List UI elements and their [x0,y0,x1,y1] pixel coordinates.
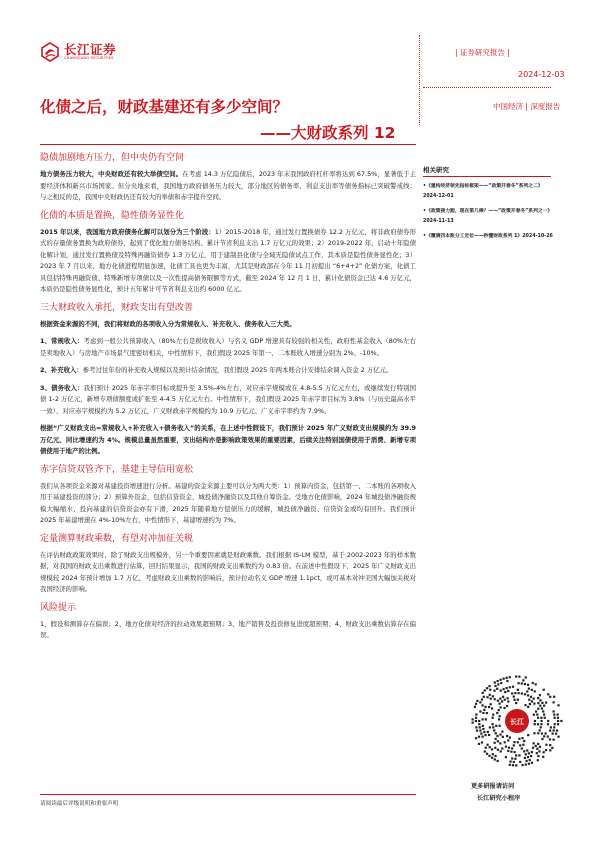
report-date: 2024-12-03 [518,70,565,79]
section-paragraph [40,365,416,377]
section-paragraph [40,383,416,418]
section-paragraph [40,423,416,458]
section-heading: 赤字信贷双管齐下，基建主导信用宽松 [40,464,194,475]
section-heading: 定量测算财政乘数，有望对冲加征关税 [40,533,194,544]
brand-name-cn: 长江证券 [64,42,117,57]
section-paragraph [40,481,416,527]
section-paragraph [40,550,416,596]
section-paragraph [40,336,416,359]
section-heading: 风险提示 [40,602,77,613]
section-paragraph [40,619,416,642]
paragraph-text: 考虑到一般公共预算收入（80%左右是税收收入）与名义 GDP 增速具有较强的相关性，政府性基金收入（80%左右是卖地收入）与房地产市场景气度密切相关，中性情形下，我们假设 2025 年第一、二本账收入增速分别为 2%、-10%。 [40,337,416,357]
paragraph-lead: 地方债务压力较大，中央财政还有较大举债空间。 [40,170,183,178]
related-research-item[interactable]: •《政策接力跑，现在第几棒？——“政策开春冬”系列之一》2024-11-13 [423,209,553,224]
paragraph-lead: 2、补充收入： [40,366,83,374]
report-body [40,152,416,648]
paragraph-text: 在评估财政政策效果时，除了财政支出规模外，另一个重要因素就是财政乘数。我们根据 IS-LM 模型，基于 2002-2023 年的样本数据，对我国的财政支出乘数进行估算，回归结果显示，我国的财政支出乘数约为 0.83 倍。在前述中性假设下，2025 年广义财政支出规模较 2024 年预计增加 1.7 万亿，考虑财政支出乘数的影响后，预计拉动名义 GDP 增速 1.1pct，或可基本对冲美国大幅加关税对我国经济的影响。 [40,550,416,593]
section-heading: 化债的本质是置换，隐性债务显性化 [40,210,185,221]
paragraph-text: 参考过往年份的补充收入规模以及预计结余情况，我们假设 2025 年两本账合计安排结余调入资金 2 万亿元。 [82,366,393,374]
disclaimer-note: 请阅读最后评级说明和重要声明 [40,801,119,807]
title-divider [40,144,416,145]
paragraph-lead: 根据资金来源的不同，我们将财政的各项收入分为常规收入、补充收入、债务收入三大类。 [40,319,296,328]
related-research-heading: 相关研究 [423,166,449,174]
header-divider [423,87,551,88]
svg-text:长江: 长江 [510,718,524,726]
paragraph-text: 1、假设和测算存在偏误；2、地方化债对经济的拉动效果超预期；3、地产销售及投资修复进度超预期；4、财政支出乘数估算存在偏误。 [40,619,416,639]
report-subtitle: ——大财政系列 12 [260,124,396,142]
qr-caption-line1: 更多研报请访问 [471,783,515,790]
related-research-divider [423,176,551,177]
related-research-item[interactable]: •《重构经济领先指标框架——“政策开春冬”系列之二》2024-12-01 [423,184,543,199]
header-divider-vertical [419,35,420,125]
paragraph-lead: 2015 年以来，我国地方政府债务化解可以划分为三个阶段： [40,227,215,236]
paragraph-lead: 根据“广义财政支出=常规收入+补充收入+债务收入”的关系，在上述中性假设下，我们预计 2025 年广义财政支出规模约为 39.9 万亿元、同比增速约为 4%。规模总量虽然重要，支出结构亦是影响政策效果的重要因素，后续关注特别国债使用于消费、新增专项债使用于地产的比例。 [40,424,416,455]
brand-logo [40,41,130,63]
paragraph-text: 1）2015-2018 年，通过发行置换债券 12.2 万亿元，将非政府债券形式的存量债务置换为政府债券，起到了优化地方债务结构、累计节省利息支出 1.7 万亿元的效果；2）2019-2022 年，启动十年隐债化解计划，通过发行置换债及特殊再融资债券 1.3 万亿元，用于建制县化债与全域无隐债试点工作，其本质是隐性债务显性化；3）2023 年 7 月以来，地方化债进程明显加速，化债工具也更为丰富，尤其是财政部在今年 11 月初提出 “6+4+2” 化债方案，化债工具包括特殊再融资债、特殊新增专项债以及一次性提高债务限额等方式，截至 2024 年 12 月 1 日，累计化债资金已达 4.6 万亿元，本质仍是隐性债务显性化，预计五年累计可节省利息支出约 6000 亿元。 [40,227,416,293]
paragraph-text: 我们从各项资金来源对基建投资增速进行分析。基建的资金来源主要可以分为两大类：1）预算内资金，包括第一、二本账的各项收入用于基建投资的部分；2）预算外资金，包括信贷资金、城投债净融资以及其他自筹资金。受地方化债影响，2024 年城投债净融资规模大幅缩水、投向基建的信贷资金亦有下滑，2025 年随着地方偿债压力的缓解，城投债净融资、信贷资金或均有回升。我们预计 2025 年基建增速在 4%-10%左右，中性情形下，基建增速约为 7%。 [40,481,416,524]
footer-divider [40,794,416,795]
paragraph-lead: 3、债务收入： [40,383,84,392]
section-heading: 隐债加剧地方压力，但中央仍有空间 [40,153,185,163]
related-research-list [423,182,555,248]
qr-caption-line2: 长江研究小程序 [477,795,521,802]
section-paragraph [40,227,416,296]
paragraph-lead: 1、常规收入： [40,337,84,345]
brand-name-en: CHANGJIANG SECURITIES [64,56,114,60]
section-paragraph [40,319,416,331]
report-type-label: | 证券研究报告 | [455,48,510,57]
paragraph-text: 在考虑 14.3 万亿隐债后，2023 年末我国政府杠杆率将达到 67.5%，显著低于主要经济体和新兴市场国家。但分央地来看，我国地方政府债务压力较大，部分地区的债务率、利息支出率等债务指标已突破警戒线；与之相反的是，我国中央财政仍还有较大的举债和赤字提升空间。 [40,170,417,201]
section-paragraph [40,169,416,204]
related-research-item[interactable]: •《覆满四本账分工定位——秒懂财政系列 1》2024-10-26 [423,234,553,239]
changjiang-logo-icon [40,42,60,62]
mini-program-qr-icon[interactable] [471,675,563,767]
section-heading: 三大财政收入承托，财政支出有望改善 [40,302,194,313]
paragraph-text: 我们预计 2025 年赤字率目标或提升至 3.5%-4%左右，对应赤字规模或在 4.8-5.5 万亿元左右，或继续发行特别国债 1-2 万亿元，新增专项债额度或扩张至 4-4.5 万亿元左右。中性情形下，我们假设 2025 年赤字率目标为 3.8%（与历史最高水平一致）、对应赤字规模约为 5.2 万亿元，广义财政赤字规模约为 10.9 万亿元、广义赤字率约为 7.9%。 [40,383,417,415]
report-title: 化债之后，财政基建还有多少空间？ [40,98,289,116]
report-category: 中国经济 | 深度报告 [493,102,561,111]
